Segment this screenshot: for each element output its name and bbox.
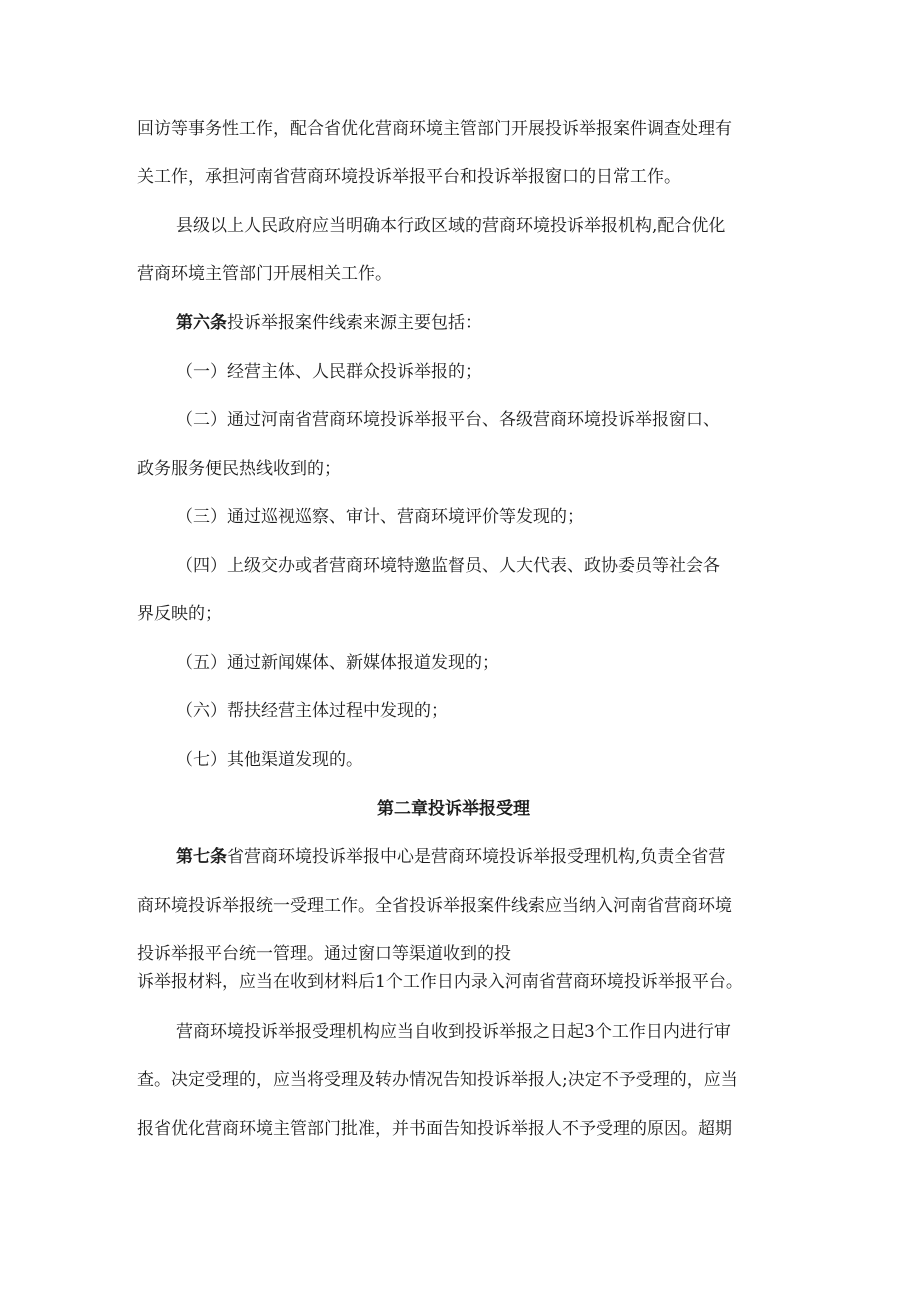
para-2-line-1: 县级以上人民政府应当明确本行政区域的营商环境投诉举报机构,配合优化 [176, 216, 726, 236]
para-last-line-2: 查。决定受理的，应当将受理及转办情况告知投诉举报人;决定不予受理的，应当 [137, 1070, 738, 1090]
article-6-text: 投诉举报案件线索来源主要包括： [227, 313, 482, 333]
para-2-line-2: 营商环境主管部门开展相关工作。 [137, 264, 392, 284]
list-item-3: （三）通过巡视巡察、审计、营商环境评价等发现的； [176, 507, 584, 527]
chapter-2-heading: 第二章投诉举报受理 [377, 799, 530, 819]
article-7-line-1 [176, 845, 725, 869]
article-7-text: 省营商环境投诉举报中心是营商环境投诉举报受理机构,负责全省营 [227, 847, 726, 867]
list-item-2-line-2: 政务服务便民热线收到的； [137, 459, 341, 479]
para-last-line-3: 报省优化营商环境主管部门批准，并书面告知投诉举报人不予受理的原因。超期 [137, 1119, 732, 1139]
list-item-4-line-2: 界反映的； [137, 604, 222, 624]
list-item-1: （一）经营主体、人民群众投诉举报的； [176, 362, 482, 382]
article-7-line-3: 投诉举报平台统一管理。通过窗口等渠道收到的投 [137, 944, 511, 964]
para-last-line-1: 营商环境投诉举报受理机构应当自收到投诉举报之日起3个工作日内进行审 [176, 1022, 731, 1042]
list-item-4-line-1: （四）上级交办或者营商环境特邀监督员、人大代表、政协委员等社会各 [176, 556, 720, 576]
article-7-label: 第七条 [176, 847, 227, 867]
list-item-6: （六）帮扶经营主体过程中发现的； [176, 701, 448, 721]
list-item-2-line-1: （二）通过河南省营商环境投诉举报平台、各级营商环境投诉举报窗口、 [176, 410, 720, 430]
article-6-label: 第六条 [176, 313, 227, 333]
list-item-5: （五）通过新闻媒体、新媒体报道发现的； [176, 653, 499, 673]
para-1-line-2: 关工作，承担河南省营商环境投诉举报平台和投诉举报窗口的日常工作。 [137, 167, 681, 187]
article-7-line-4: 诉举报材料，应当在收到材料后1个工作日内录入河南省营商环境投诉举报平台。 [137, 972, 743, 992]
article-6 [176, 311, 482, 335]
list-item-7: （七）其他渠道发现的。 [176, 750, 363, 770]
para-1-line-1: 回访等事务性工作，配合省优化营商环境主管部门开展投诉举报案件调查处理有 [137, 119, 732, 139]
article-7-line-2: 商环境投诉举报统一受理工作。全省投诉举报案件线索应当纳入河南省营商环境 [137, 896, 732, 916]
